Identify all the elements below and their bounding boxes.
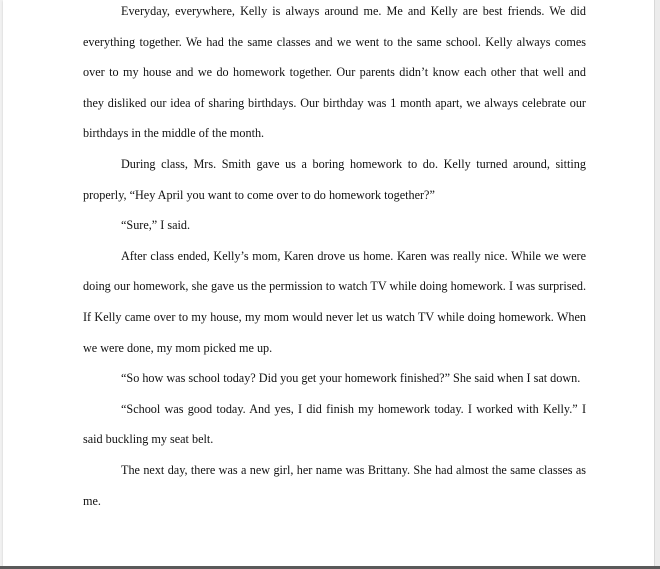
document-body bbox=[83, 0, 586, 516]
paragraph-7: The next day, there was a new girl, her name was Brittany. She had almost the same classes as me. bbox=[83, 462, 586, 508]
paragraph-3: “Sure,” I said. bbox=[121, 218, 191, 233]
paragraph-6: “School was good today. And yes, I did finish my homework today. I worked with Kelly.” I said buckling my seat belt. bbox=[83, 401, 586, 447]
paragraph-2: During class, Mrs. Smith gave us a boring homework to do. Kelly turned around, sitting properly, “Hey April you want to come over to do homework together?” bbox=[83, 156, 586, 202]
paragraph-1: Everyday, everywhere, Kelly is always around me. Me and Kelly are best friends. We did everything together. We had the same classes and we went to the same school. Kelly always comes over to my house and we do homework together. Our parents didn’t know each other that well and they disliked our idea of sharing birthdays. Our birthday was 1 month apart, we always celebrate our birthdays in the middle of the month. bbox=[83, 4, 586, 141]
paragraph-4: After class ended, Kelly’s mom, Karen drove us home. Karen was really nice. While we were doing our homework, she gave us the permission to watch TV while doing homework. I was surprised. If Kelly came over to my house, my mom would never let us watch TV while doing homework. When we were done, my mom picked me up. bbox=[83, 248, 586, 355]
paragraph-5: “So how was school today? Did you get your homework finished?” She said when I sat down. bbox=[121, 371, 581, 386]
vertical-scroll-gutter[interactable] bbox=[654, 0, 660, 569]
document-page bbox=[3, 0, 655, 566]
